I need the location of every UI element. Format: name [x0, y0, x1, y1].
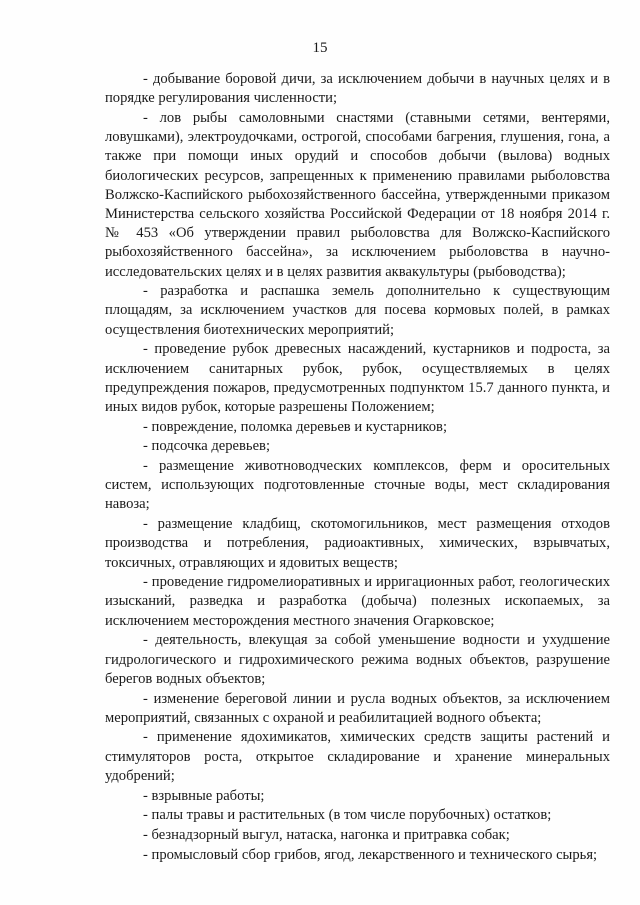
list-item: - подсочка деревьев; — [143, 438, 270, 455]
page-number: 15 — [312, 40, 328, 56]
list-item: - повреждение, поломка деревьев и кустарников; — [143, 418, 448, 435]
list-item: - размещение кладбищ, скотомогильников, мест размещения отходов производства и потребления, радиоактивных, химических, взрывчатых, токсичных, отравляющих и ядовитых веществ; — [105, 516, 610, 571]
list-item: - разработка и распашка земель дополнительно к существующим площадям, за исключением участков для посева кормовых полей, в рамках осуществления биотехнических мероприятий; — [105, 283, 610, 338]
list-item: - безнадзорный выгул, натаска, нагонка и притравка собак; — [143, 826, 510, 843]
list-item: - лов рыбы самоловными снастями (ставными сетями, вентерями, ловушками), электроудочками, острогой, способами багрения, глушения, гона, а также при помощи иных орудий и способов добычи (вылова) водных биологических ресурсов, запрещенных к применению правилами рыболовства Волжско-Каспийского рыбохозяйственного бассейна, утвержденными приказом Министерства сельского хозяйства Российской Федерации от 18 ноября 2014 г. № 453 «Об утверждении правил рыболовства для Волжско-Каспийского рыбохозяйственного бассейна», за исключением рыболовства в научно-исследовательских целях и в целях развития аквакультуры (рыбоводства); — [105, 109, 610, 280]
list-item: - применение ядохимикатов, химических средств защиты растений и стимуляторов роста, открытое складирование и хранение минеральных удобрений; — [105, 729, 610, 784]
list-item: - изменение береговой линии и русла водных объектов, за исключением мероприятий, связанных с охраной и реабилитацией водного объекта; — [105, 690, 610, 726]
list-item: - проведение рубок древесных насаждений, кустарников и подроста, за исключением санитарных рубок, рубок, осуществляемых в целях предупреждения пожаров, предусмотренных подпунктом 15.7 данного пункта, и иных видов рубок, которые разрешены Положением; — [105, 341, 610, 415]
list-item: - добывание боровой дичи, за исключением добычи в научных целях и в порядке регулирования численности; — [105, 71, 610, 107]
list-item: - размещение животноводческих комплексов, ферм и оросительных систем, использующих подготовленные сточные воды, мест складирования навоза; — [105, 458, 610, 513]
list-item: - деятельность, влекущая за собой уменьшение водности и ухудшение гидрологического и гидрохимического режима водных объектов, разрушение берегов водных объектов; — [105, 632, 610, 687]
list-item: - промысловый сбор грибов, ягод, лекарственного и технического сырья; — [143, 846, 598, 863]
list-item: - палы травы и растительных (в том числе порубочных) остатков; — [143, 807, 552, 824]
list-item: - взрывные работы; — [143, 787, 265, 804]
page-body — [105, 70, 610, 865]
list-item: - проведение гидромелиоративных и ирригационных работ, геологических изысканий, разведка и разработка (добыча) полезных ископаемых, за исключением месторождения местного значения Огарковское; — [105, 574, 610, 629]
